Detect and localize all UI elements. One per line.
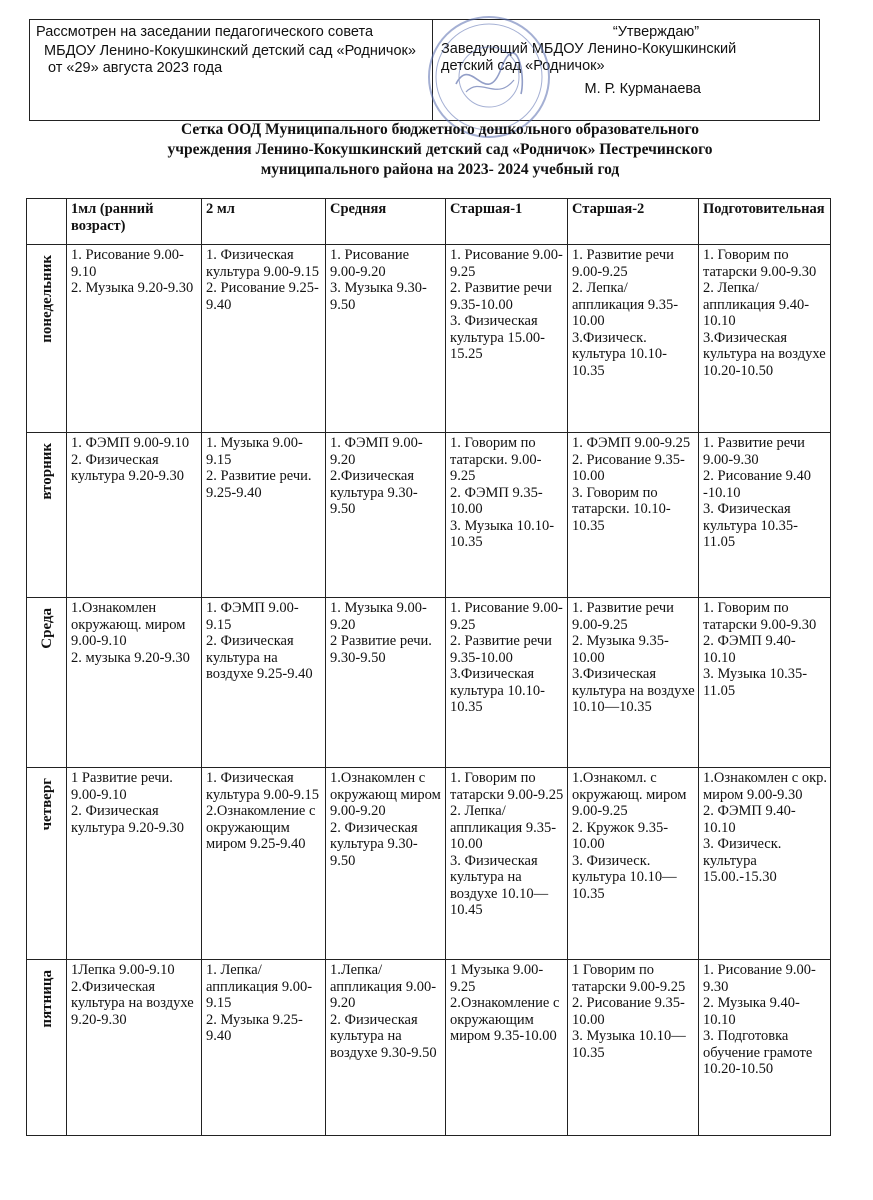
activity-entry: 2. Физическая культура на воздухе 9.30-9.50	[330, 1011, 437, 1061]
activity-entry: 3. Подготовка обучение грамоте 10.20-10.50	[703, 1028, 813, 1077]
approval-box	[29, 19, 820, 121]
activity-entry: 1. ФЭМП 9.00-9.20	[330, 435, 423, 468]
schedule-cell-senior-1	[446, 960, 568, 1136]
schedule-cell-senior-1	[446, 768, 568, 960]
schedule-cell-middle	[326, 768, 446, 960]
activity-entry: 2. Физическая культура 9.20-9.30	[71, 451, 185, 484]
schedule-row	[27, 768, 831, 960]
activity-entry: 3. Физическая культура на воздухе 10.10—10.45	[450, 852, 549, 918]
activity-entry: 3. Физическая культура 10.35-11.05	[703, 501, 798, 550]
activity-entry: 2. ФЭМП 9.40-10.10	[703, 633, 796, 666]
activity-entry: 2. Развитие речи. 9.25-9.40	[206, 468, 312, 501]
activity-entry: 1. Рисование 9.00-9.25	[450, 247, 563, 280]
day-cell	[27, 433, 67, 598]
activity-entry: 2. Лепка/ аппликация 9.40-10.10	[703, 280, 810, 329]
activity-entry: 2. Физическая культура 9.20-9.30	[71, 803, 185, 836]
activity-entry: 2. Рисование 9.40 -10.10	[703, 468, 812, 501]
activity-entry: 2.Ознакомление с окружающим миром 9.25-9.40	[206, 803, 316, 852]
day-label: пятница	[38, 970, 55, 1028]
schedule-cell-middle	[326, 433, 446, 598]
schedule-row	[27, 245, 831, 433]
schedule-cell-1ml	[67, 598, 202, 768]
schedule-cell-1ml	[67, 768, 202, 960]
schedule-cell-1ml	[67, 960, 202, 1136]
activity-entry: 3. Физическ. культура 15.00.-15.30	[703, 836, 782, 885]
activity-entry: 3.Физическ. культура 10.10-10.35	[572, 329, 667, 379]
schedule-cell-2ml	[202, 245, 326, 433]
approval-right	[433, 20, 819, 120]
day-cell	[27, 960, 67, 1136]
activity-entry: 3. Музыка 10.10—10.35	[572, 1028, 686, 1061]
activity-entry: 1.Ознакомлен с окружающ миром 9.00-9.20	[330, 770, 441, 819]
day-cell	[27, 768, 67, 960]
activity-entry: 3.Физическая культура на воздухе 10.20-10.50	[703, 329, 826, 379]
day-label: Среда	[38, 608, 55, 649]
activity-entry: 2. Рисование 9.35-10.00	[572, 995, 685, 1028]
activity-entry: 1. Музыка 9.00-9.20	[330, 600, 427, 633]
schedule-cell-middle	[326, 245, 446, 433]
approval-right-line-3: детский сад «Родничок»	[441, 58, 605, 74]
activity-entry: 1. Говорим по татарски. 9.00-9.25	[450, 435, 542, 484]
schedule-cell-senior-2	[568, 960, 699, 1136]
schedule-cell-senior-2	[568, 598, 699, 768]
header-group-senior-1: Старшая-1	[446, 199, 568, 245]
activity-entry: 1. Лепка/ аппликация 9.00- 9.15	[206, 962, 313, 1011]
activity-entry: 2. Музыка 9.35-10.00	[572, 633, 669, 666]
schedule-row	[27, 960, 831, 1136]
approval-left-line-1: Рассмотрен на заседании педагогического совета	[36, 24, 374, 40]
activity-entry: 2. Кружок 9.35-10.00	[572, 819, 669, 852]
header-group-2ml: 2 мл	[202, 199, 326, 245]
schedule-cell-1ml	[67, 245, 202, 433]
activity-entry: 1. Говорим по татарски 9.00-9.30	[703, 247, 817, 280]
activity-entry: 2. Рисование 9.25-9.40	[206, 280, 319, 313]
activity-entry: 3. Музыка 10.35-11.05	[703, 666, 808, 699]
schedule-cell-senior-1	[446, 245, 568, 433]
activity-entry: 1. ФЭМП 9.00-9.15	[206, 600, 299, 633]
activity-entry: 1. ФЭМП 9.00-9.10	[71, 435, 190, 451]
schedule-table	[26, 198, 831, 1136]
activity-entry: 1 Музыка 9.00-9.25	[450, 962, 544, 995]
approval-left-line-3: от «29» августа 2023 года	[48, 60, 223, 76]
header-group-senior-2: Старшая-2	[568, 199, 699, 245]
schedule-row	[27, 433, 831, 598]
activity-entry: 1. Рисование 9.00-9.20	[330, 247, 410, 280]
schedule-cell-2ml	[202, 960, 326, 1136]
schedule-cell-preparatory	[699, 598, 831, 768]
activity-entry: 2.Ознакомление с окружающим миром 9.35-10.00	[450, 995, 560, 1044]
activity-entry: 3.Физическая культура 10.10-10.35	[450, 666, 545, 715]
schedule-cell-middle	[326, 960, 446, 1136]
approval-right-line-1: “Утверждаю”	[612, 24, 700, 40]
schedule-cell-2ml	[202, 768, 326, 960]
activity-entry: 3. Физическ. культура 10.10—10.35	[572, 852, 677, 902]
activity-entry: 1. ФЭМП 9.00-9.25	[572, 435, 691, 451]
activity-entry: 1. Говорим по татарски 9.00-9.25	[450, 770, 564, 803]
title-line-3: муниципального района на 2023- 2024 учебный год	[260, 161, 620, 178]
header-group-preparatory: Подготовительная	[699, 199, 831, 245]
schedule-cell-2ml	[202, 433, 326, 598]
schedule-cell-preparatory	[699, 433, 831, 598]
title-line-1: Сетка ООД Муниципального бюджетного дошкольного образовательного	[180, 121, 700, 138]
activity-entry: 3. Говорим по татарски. 10.10-10.35	[572, 484, 671, 534]
schedule-cell-senior-2	[568, 768, 699, 960]
schedule-row	[27, 598, 831, 768]
activity-entry: 2. Развитие речи 9.35-10.00	[450, 633, 552, 666]
day-cell	[27, 245, 67, 433]
schedule-cell-senior-1	[446, 598, 568, 768]
activity-entry: 1. Рисование 9.00-9.30	[703, 962, 816, 995]
schedule-cell-senior-2	[568, 245, 699, 433]
activity-entry: 1 Говорим по татарски 9.00-9.25	[572, 962, 686, 995]
approval-right-signatory: М. Р. Курманаева	[584, 81, 701, 97]
activity-entry: 1.Лепка/ аппликация 9.00-9.20	[330, 962, 437, 1011]
activity-entry: 3.Физическая культура на воздухе 10.10—10.35	[572, 666, 695, 715]
activity-entry: 1. Развитие речи 9.00-9.25	[572, 600, 674, 633]
activity-entry: 2. ФЭМП 9.35-10.00	[450, 484, 543, 517]
activity-entry: 2 Развитие речи. 9.30-9.50	[330, 633, 432, 666]
day-label: вторник	[38, 443, 55, 500]
schedule-cell-1ml	[67, 433, 202, 598]
approval-left	[30, 20, 433, 120]
activity-entry: 3. Музыка 10.10-10.35	[450, 517, 555, 550]
schedule-cell-2ml	[202, 598, 326, 768]
schedule-cell-preparatory	[699, 245, 831, 433]
activity-entry: 1.Ознакомл. с окружающ. миром 9.00-9.25	[572, 770, 687, 819]
day-label: понедельник	[38, 255, 55, 343]
schedule-cell-preparatory	[699, 768, 831, 960]
header-row	[27, 199, 831, 245]
header-group-middle: Средняя	[326, 199, 446, 245]
activity-entry: 2. Физическая культура на воздухе 9.25-9.40	[206, 633, 313, 682]
activity-entry: 2. Музыка 9.25-9.40	[206, 1011, 303, 1044]
header-corner	[27, 199, 67, 245]
activity-entry: 2. Музыка 9.40-10.10	[703, 995, 800, 1028]
activity-entry: 1 Развитие речи. 9.00-9.10	[71, 770, 173, 803]
activity-entry: 2. Лепка/ аппликация 9.35-10.00	[450, 803, 557, 852]
activity-entry: 1. Рисование 9.00-9.25	[450, 600, 563, 633]
activity-entry: 2. музыка 9.20-9.30	[71, 649, 190, 666]
activity-entry: 2. ФЭМП 9.40-10.10	[703, 803, 796, 836]
approval-left-line-2: МБДОУ Ленино-Кокушкинский детский сад «Родничок»	[44, 43, 416, 59]
activity-entry: 2. Физическая культура 9.30-9.50	[330, 819, 418, 869]
activity-entry: 1. Музыка 9.00-9.15	[206, 435, 303, 468]
schedule-cell-preparatory	[699, 960, 831, 1136]
activity-entry: 2. Развитие речи 9.35-10.00	[450, 280, 552, 313]
page-title	[60, 120, 820, 180]
activity-entry: 3. Музыка 9.30-9.50	[330, 280, 427, 313]
activity-entry: 1. Развитие речи 9.00-9.30	[703, 435, 805, 468]
activity-entry: 1. Физическая культура 9.00-9.15	[206, 770, 320, 803]
schedule-cell-senior-2	[568, 433, 699, 598]
activity-entry: 2.Физическая культура на воздухе 9.20-9.30	[71, 978, 194, 1028]
title-line-2: учреждения Ленино-Кокушкинский детский сад «Родничок» Пестречинского	[167, 141, 713, 158]
approval-right-line-2: Заведующий МБДОУ Ленино-Кокушкинский	[441, 41, 737, 57]
day-cell	[27, 598, 67, 768]
activity-entry: 1. Физическая культура 9.00-9.15	[206, 247, 320, 280]
schedule-cell-senior-1	[446, 433, 568, 598]
activity-entry: 1.Ознакомлен окружающ. миром 9.00-9.10	[71, 600, 186, 649]
header-group-1ml: 1мл (ранний возраст)	[67, 199, 202, 245]
activity-entry: 1. Говорим по татарски 9.00-9.30	[703, 600, 817, 633]
day-label: четверг	[38, 778, 55, 831]
activity-entry: 1. Развитие речи 9.00-9.25	[572, 247, 674, 280]
activity-entry: 2. Лепка/ аппликация 9.35-10.00	[572, 280, 679, 329]
activity-entry: 2. Рисование 9.35-10.00	[572, 451, 685, 484]
activity-entry: 2.Физическая культура 9.30-9.50	[330, 468, 418, 517]
activity-entry: 1Лепка 9.00-9.10	[71, 962, 175, 978]
activity-entry: 1. Рисование 9.00-9.10	[71, 247, 184, 280]
activity-entry: 1.Ознакомлен с окр. миром 9.00-9.30	[703, 770, 828, 803]
activity-entry: 3. Физическая культура 15.00-15.25	[450, 313, 545, 362]
schedule-cell-middle	[326, 598, 446, 768]
activity-entry: 2. Музыка 9.20-9.30	[71, 280, 194, 296]
